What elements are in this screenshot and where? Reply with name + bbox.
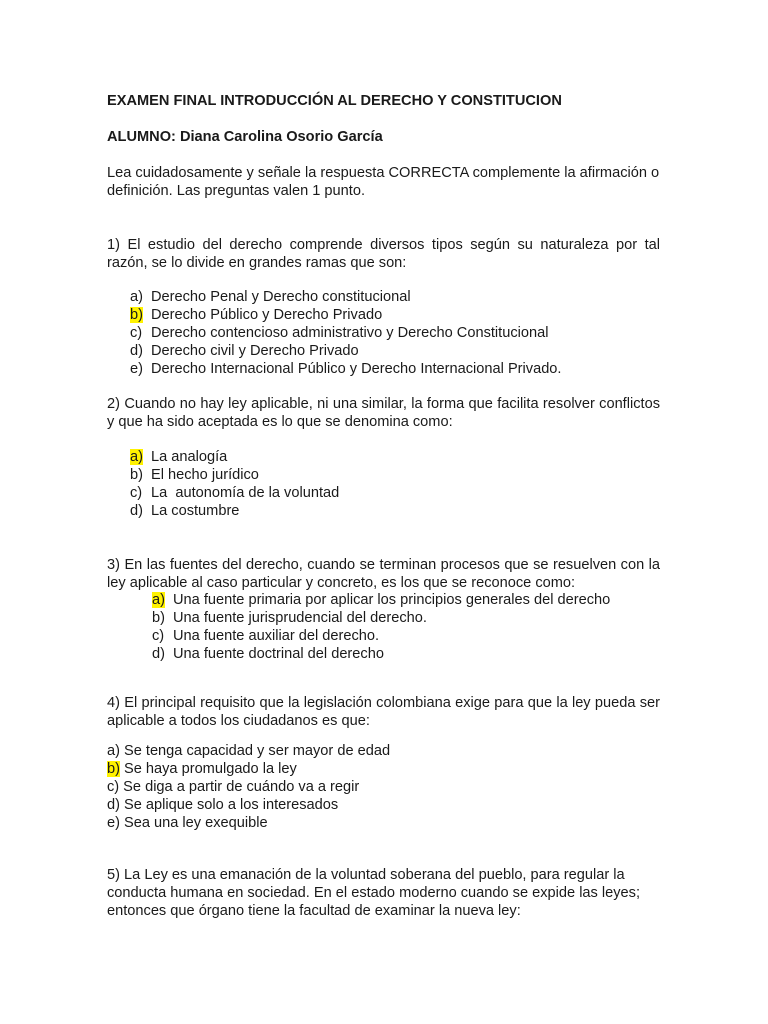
student-name: ALUMNO: Diana Carolina Osorio García	[107, 129, 383, 145]
option-label: d)	[107, 797, 120, 813]
option-label: d)	[130, 503, 143, 519]
question-number: 5)	[107, 867, 120, 883]
option-label: e)	[107, 815, 120, 831]
option-text: El hecho jurídico	[151, 467, 259, 483]
option-text: Derecho Público y Derecho Privado	[151, 307, 383, 323]
question-text: En las fuentes del derecho, cuando se terminan procesos que se resuelven con la ley aplicable al caso particular y concreto, es los que se reconoce como:	[107, 557, 660, 591]
option-label: c)	[130, 485, 143, 501]
option-label-selected: a)	[130, 449, 143, 465]
option-e	[130, 360, 561, 378]
question-4-options	[107, 742, 390, 832]
instructions: Lea cuidadosamente y señale la respuesta CORRECTA complemente la afirmación o definición. Las preguntas valen 1 punto.	[107, 165, 660, 199]
option-a	[130, 448, 339, 466]
option-text: La autonomía de la voluntad	[151, 485, 340, 501]
option-label: e)	[130, 361, 143, 377]
option-text: Una fuente jurisprudencial del derecho.	[173, 610, 427, 626]
option-d	[152, 645, 610, 663]
option-text: Se diga a partir de cuándo va a regir	[123, 779, 360, 795]
question-text: El principal requisito que la legislación colombiana exige para que la ley pueda ser aplicable a todos los ciudadanos es que:	[107, 695, 660, 729]
option-label: d)	[130, 343, 143, 359]
option-label: d)	[152, 646, 165, 662]
option-d	[107, 796, 390, 814]
question-4	[107, 694, 660, 730]
option-text: Sea una ley exequible	[123, 815, 268, 831]
question-1-options	[130, 288, 561, 378]
option-d	[130, 342, 561, 360]
option-label-selected: b)	[130, 307, 143, 323]
question-text: El estudio del derecho comprende diversos tipos según su naturaleza por tal razón, se lo divide en grandes ramas que son:	[107, 237, 660, 271]
option-a	[130, 288, 561, 306]
option-c	[130, 484, 339, 502]
option-text: Una fuente doctrinal del derecho	[173, 646, 384, 662]
option-c	[130, 324, 561, 342]
question-2	[107, 395, 660, 431]
option-b	[107, 760, 390, 778]
question-number: 3)	[107, 557, 120, 573]
question-1	[107, 236, 660, 272]
option-label-selected: a)	[152, 592, 165, 608]
option-a	[107, 742, 390, 760]
option-text: La costumbre	[151, 503, 240, 519]
option-label: b)	[130, 467, 143, 483]
option-label: b)	[152, 610, 165, 626]
option-b	[130, 466, 339, 484]
option-text: Una fuente primaria por aplicar los principios generales del derecho	[173, 592, 611, 608]
option-text: Derecho civil y Derecho Privado	[151, 343, 359, 359]
option-text: Se tenga capacidad y ser mayor de edad	[123, 743, 391, 759]
question-text: Cuando no hay ley aplicable, ni una similar, la forma que facilita resolver conflictos y que ha sido aceptada es lo que se denomina como:	[107, 396, 660, 430]
option-text: Una fuente auxiliar del derecho.	[173, 628, 380, 644]
option-c	[152, 627, 610, 645]
option-label: a)	[107, 743, 120, 759]
option-label: c)	[107, 779, 120, 795]
option-label: a)	[130, 289, 143, 305]
question-number: 1)	[107, 237, 120, 253]
option-text: La analogía	[151, 449, 228, 465]
option-label: c)	[152, 628, 165, 644]
option-c	[107, 778, 390, 796]
option-label: c)	[130, 325, 143, 341]
option-text: Derecho Penal y Derecho constitucional	[151, 289, 411, 305]
option-d	[130, 502, 339, 520]
option-e	[107, 814, 390, 832]
question-number: 4)	[107, 695, 120, 711]
question-3-options	[152, 591, 610, 663]
question-5	[107, 866, 660, 920]
question-3	[107, 556, 660, 592]
question-number: 2)	[107, 396, 120, 412]
exam-title: EXAMEN FINAL INTRODUCCIÓN AL DERECHO Y CONSTITUCION	[107, 93, 562, 109]
option-a	[152, 591, 610, 609]
option-label-selected: b)	[107, 761, 120, 777]
option-b	[130, 306, 561, 324]
option-b	[152, 609, 610, 627]
question-text: La Ley es una emanación de la voluntad soberana del pueblo, para regular la conducta humana en sociedad. En el estado moderno cuando se expide las leyes; entonces que órgano tiene la facultad de examinar la nueva ley:	[107, 867, 641, 919]
option-text: Derecho Internacional Público y Derecho Internacional Privado.	[151, 361, 562, 377]
question-2-options	[130, 448, 339, 520]
option-text: Se haya promulgado la ley	[123, 761, 297, 777]
option-text: Derecho contencioso administrativo y Derecho Constitucional	[151, 325, 549, 341]
option-text: Se aplique solo a los interesados	[123, 797, 339, 813]
